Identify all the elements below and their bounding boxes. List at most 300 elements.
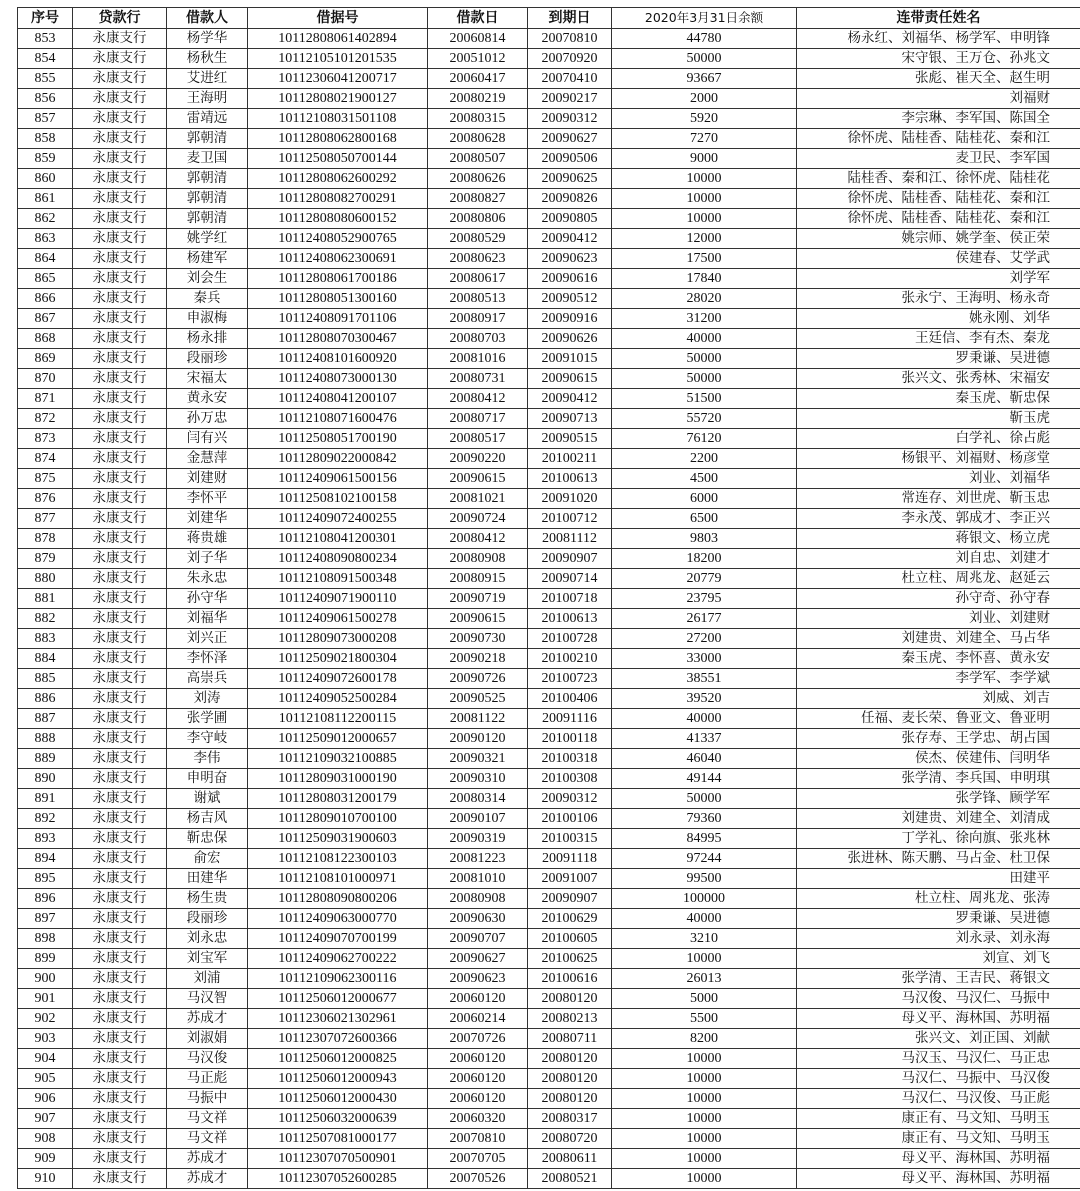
cell-index: 903 [18, 1029, 73, 1049]
cell-guarantors: 张兴文、张秀林、宋福安 [797, 369, 1080, 389]
cell-bank: 永康支行 [73, 509, 167, 529]
cell-balance: 3210 [612, 929, 797, 949]
cell-balance: 50000 [612, 49, 797, 69]
cell-balance: 50000 [612, 789, 797, 809]
cell-receipt-no: 10112408090800234 [248, 549, 428, 569]
cell-guarantors: 杜立柱、周兆龙、张涛 [797, 889, 1080, 909]
cell-index: 902 [18, 1009, 73, 1029]
cell-bank: 永康支行 [73, 829, 167, 849]
cell-guarantors: 张学清、李兵国、申明琪 [797, 769, 1080, 789]
cell-bank: 永康支行 [73, 809, 167, 829]
cell-balance: 9000 [612, 149, 797, 169]
cell-balance: 6500 [612, 509, 797, 529]
cell-due-date: 20100406 [528, 689, 612, 709]
cell-bank: 永康支行 [73, 269, 167, 289]
cell-balance: 2200 [612, 449, 797, 469]
cell-loan-date: 20090615 [428, 469, 528, 489]
cell-borrower: 杨学华 [167, 29, 248, 49]
cell-bank: 永康支行 [73, 69, 167, 89]
table-row [18, 49, 1080, 69]
cell-balance: 5920 [612, 109, 797, 129]
cell-loan-date: 20080731 [428, 369, 528, 389]
cell-index: 869 [18, 349, 73, 369]
cell-borrower: 李怀平 [167, 489, 248, 509]
cell-receipt-no: 10112409072600178 [248, 669, 428, 689]
cell-borrower: 段丽珍 [167, 909, 248, 929]
cell-loan-date: 20090615 [428, 609, 528, 629]
cell-loan-date: 20080314 [428, 789, 528, 809]
cell-bank: 永康支行 [73, 649, 167, 669]
cell-index: 859 [18, 149, 73, 169]
cell-loan-date: 20090627 [428, 949, 528, 969]
cell-loan-date: 20090120 [428, 729, 528, 749]
cell-balance: 100000 [612, 889, 797, 909]
cell-receipt-no: 10112108071600476 [248, 409, 428, 429]
cell-borrower: 苏成才 [167, 1149, 248, 1169]
cell-receipt-no: 10112809031000190 [248, 769, 428, 789]
cell-borrower: 孙守华 [167, 589, 248, 609]
cell-guarantors: 蒋银文、杨立虎 [797, 529, 1080, 549]
cell-borrower: 刘宝军 [167, 949, 248, 969]
cell-balance: 40000 [612, 329, 797, 349]
cell-balance: 55720 [612, 409, 797, 429]
cell-borrower: 黄永安 [167, 389, 248, 409]
cell-balance: 93667 [612, 69, 797, 89]
cell-guarantors: 刘建贵、刘建全、马占华 [797, 629, 1080, 649]
cell-due-date: 20090805 [528, 209, 612, 229]
cell-receipt-no: 10112809022000842 [248, 449, 428, 469]
cell-due-date: 20100616 [528, 969, 612, 989]
cell-due-date: 20090506 [528, 149, 612, 169]
cell-index: 907 [18, 1109, 73, 1129]
cell-receipt-no: 10112108122300103 [248, 849, 428, 869]
table-row [18, 389, 1080, 409]
cell-guarantors: 刘建贵、刘建全、刘清成 [797, 809, 1080, 829]
table-row [18, 549, 1080, 569]
table-row [18, 309, 1080, 329]
cell-due-date: 20080120 [528, 989, 612, 1009]
cell-balance: 10000 [612, 1089, 797, 1109]
cell-due-date: 20090312 [528, 789, 612, 809]
table-row [18, 1029, 1080, 1049]
table-body [18, 29, 1080, 1189]
cell-bank: 永康支行 [73, 849, 167, 869]
cell-bank: 永康支行 [73, 449, 167, 469]
cell-index: 894 [18, 849, 73, 869]
cell-bank: 永康支行 [73, 689, 167, 709]
cell-guarantors: 秦玉虎、靳忠保 [797, 389, 1080, 409]
table-row [18, 229, 1080, 249]
cell-receipt-no: 10112108112200115 [248, 709, 428, 729]
cell-balance: 7270 [612, 129, 797, 149]
cell-loan-date: 20060417 [428, 69, 528, 89]
cell-index: 889 [18, 749, 73, 769]
cell-balance: 8200 [612, 1029, 797, 1049]
cell-borrower: 刘涛 [167, 689, 248, 709]
cell-bank: 永康支行 [73, 869, 167, 889]
cell-index: 879 [18, 549, 73, 569]
cell-loan-date: 20090719 [428, 589, 528, 609]
table-row [18, 189, 1080, 209]
cell-receipt-no: 10112108101000971 [248, 869, 428, 889]
cell-balance: 10000 [612, 1129, 797, 1149]
table-row [18, 1129, 1080, 1149]
table-row [18, 409, 1080, 429]
cell-receipt-no: 10112508050700144 [248, 149, 428, 169]
table-header [18, 8, 1080, 29]
cell-balance: 17840 [612, 269, 797, 289]
cell-balance: 50000 [612, 369, 797, 389]
table-row [18, 429, 1080, 449]
cell-receipt-no: 10112808070300467 [248, 329, 428, 349]
cell-bank: 永康支行 [73, 1049, 167, 1069]
cell-guarantors: 麦卫民、李军国 [797, 149, 1080, 169]
cell-borrower: 杨永排 [167, 329, 248, 349]
cell-guarantors: 刘福财 [797, 89, 1080, 109]
table-row [18, 949, 1080, 969]
cell-bank: 永康支行 [73, 549, 167, 569]
cell-loan-date: 20080827 [428, 189, 528, 209]
cell-balance: 10000 [612, 169, 797, 189]
cell-bank: 永康支行 [73, 489, 167, 509]
cell-guarantors: 马汉仁、马振中、马汉俊 [797, 1069, 1080, 1089]
cell-bank: 永康支行 [73, 109, 167, 129]
cell-borrower: 郭朝清 [167, 189, 248, 209]
header-balance: 2020年3月31日余额 [612, 8, 797, 29]
table-row [18, 29, 1080, 49]
cell-balance: 33000 [612, 649, 797, 669]
cell-balance: 18200 [612, 549, 797, 569]
cell-bank: 永康支行 [73, 749, 167, 769]
cell-receipt-no: 10112109062300116 [248, 969, 428, 989]
table-row [18, 829, 1080, 849]
header-loan-date: 借款日 [428, 8, 528, 29]
cell-balance: 39520 [612, 689, 797, 709]
cell-borrower: 蒋贵雄 [167, 529, 248, 549]
cell-bank: 永康支行 [73, 1009, 167, 1029]
cell-due-date: 20090615 [528, 369, 612, 389]
cell-bank: 永康支行 [73, 289, 167, 309]
cell-guarantors: 徐怀虎、陆桂香、陆桂花、秦和江 [797, 209, 1080, 229]
cell-borrower: 郭朝清 [167, 129, 248, 149]
cell-index: 874 [18, 449, 73, 469]
cell-borrower: 金慧萍 [167, 449, 248, 469]
cell-due-date: 20070410 [528, 69, 612, 89]
cell-index: 883 [18, 629, 73, 649]
cell-index: 901 [18, 989, 73, 1009]
cell-balance: 23795 [612, 589, 797, 609]
cell-due-date: 20100728 [528, 629, 612, 649]
cell-index: 896 [18, 889, 73, 909]
cell-guarantors: 杨永红、刘福华、杨学军、申明锋 [797, 29, 1080, 49]
cell-index: 884 [18, 649, 73, 669]
cell-guarantors: 张学清、王吉民、蒋银文 [797, 969, 1080, 989]
cell-receipt-no: 10112409070700199 [248, 929, 428, 949]
cell-index: 878 [18, 529, 73, 549]
table-row [18, 169, 1080, 189]
table-row [18, 809, 1080, 829]
cell-borrower: 马文祥 [167, 1129, 248, 1149]
cell-bank: 永康支行 [73, 529, 167, 549]
cell-loan-date: 20060814 [428, 29, 528, 49]
cell-loan-date: 20080617 [428, 269, 528, 289]
cell-guarantors: 田建平 [797, 869, 1080, 889]
cell-balance: 41337 [612, 729, 797, 749]
cell-receipt-no: 10112409061500278 [248, 609, 428, 629]
table-row [18, 489, 1080, 509]
cell-loan-date: 20081122 [428, 709, 528, 729]
cell-guarantors: 徐怀虎、陆桂香、陆桂花、秦和江 [797, 189, 1080, 209]
cell-guarantors: 康正有、马文知、马明玉 [797, 1129, 1080, 1149]
table-row [18, 529, 1080, 549]
cell-bank: 永康支行 [73, 1129, 167, 1149]
cell-borrower: 俞宏 [167, 849, 248, 869]
cell-due-date: 20090713 [528, 409, 612, 429]
header-receipt-no: 借据号 [248, 8, 428, 29]
cell-guarantors: 罗秉谦、吴进德 [797, 909, 1080, 929]
cell-due-date: 20091015 [528, 349, 612, 369]
cell-bank: 永康支行 [73, 369, 167, 389]
cell-borrower: 秦兵 [167, 289, 248, 309]
cell-index: 861 [18, 189, 73, 209]
cell-loan-date: 20080626 [428, 169, 528, 189]
cell-balance: 12000 [612, 229, 797, 249]
cell-due-date: 20070920 [528, 49, 612, 69]
cell-bank: 永康支行 [73, 209, 167, 229]
cell-index: 873 [18, 429, 73, 449]
cell-bank: 永康支行 [73, 229, 167, 249]
cell-bank: 永康支行 [73, 89, 167, 109]
cell-receipt-no: 10112506012000430 [248, 1089, 428, 1109]
cell-due-date: 20090627 [528, 129, 612, 149]
cell-bank: 永康支行 [73, 469, 167, 489]
cell-borrower: 谢斌 [167, 789, 248, 809]
cell-guarantors: 刘业、刘建财 [797, 609, 1080, 629]
cell-bank: 永康支行 [73, 129, 167, 149]
cell-balance: 2000 [612, 89, 797, 109]
cell-index: 866 [18, 289, 73, 309]
cell-balance: 10000 [612, 949, 797, 969]
cell-borrower: 马振中 [167, 1089, 248, 1109]
cell-balance: 38551 [612, 669, 797, 689]
cell-bank: 永康支行 [73, 189, 167, 209]
table-row [18, 849, 1080, 869]
cell-bank: 永康支行 [73, 49, 167, 69]
cell-receipt-no: 10112307072600366 [248, 1029, 428, 1049]
cell-due-date: 20100210 [528, 649, 612, 669]
cell-loan-date: 20080517 [428, 429, 528, 449]
cell-bank: 永康支行 [73, 889, 167, 909]
cell-loan-date: 20081223 [428, 849, 528, 869]
cell-receipt-no: 10112408052900765 [248, 229, 428, 249]
cell-receipt-no: 10112509012000657 [248, 729, 428, 749]
cell-bank: 永康支行 [73, 1089, 167, 1109]
cell-loan-date: 20090220 [428, 449, 528, 469]
cell-due-date: 20100118 [528, 729, 612, 749]
cell-loan-date: 20080806 [428, 209, 528, 229]
cell-due-date: 20100629 [528, 909, 612, 929]
cell-loan-date: 20090310 [428, 769, 528, 789]
cell-borrower: 杨建军 [167, 249, 248, 269]
cell-bank: 永康支行 [73, 29, 167, 49]
cell-loan-date: 20090707 [428, 929, 528, 949]
cell-guarantors: 侯建春、艾学武 [797, 249, 1080, 269]
header-guarantors: 连带责任姓名 [797, 8, 1080, 29]
cell-receipt-no: 10112307052600285 [248, 1169, 428, 1189]
cell-due-date: 20090217 [528, 89, 612, 109]
cell-receipt-no: 10112808031200179 [248, 789, 428, 809]
cell-receipt-no: 10112508102100158 [248, 489, 428, 509]
cell-loan-date: 20060120 [428, 1049, 528, 1069]
cell-due-date: 20100723 [528, 669, 612, 689]
header-bank: 贷款行 [73, 8, 167, 29]
cell-bank: 永康支行 [73, 1029, 167, 1049]
cell-index: 906 [18, 1089, 73, 1109]
cell-loan-date: 20051012 [428, 49, 528, 69]
cell-borrower: 朱永忠 [167, 569, 248, 589]
cell-balance: 99500 [612, 869, 797, 889]
cell-loan-date: 20081016 [428, 349, 528, 369]
cell-due-date: 20080120 [528, 1049, 612, 1069]
table-row [18, 1109, 1080, 1129]
cell-receipt-no: 10112108041200301 [248, 529, 428, 549]
cell-loan-date: 20080315 [428, 109, 528, 129]
cell-guarantors: 杜立柱、周兆龙、赵延云 [797, 569, 1080, 589]
table-row [18, 609, 1080, 629]
cell-index: 895 [18, 869, 73, 889]
cell-balance: 20779 [612, 569, 797, 589]
cell-receipt-no: 10112808051300160 [248, 289, 428, 309]
cell-due-date: 20080213 [528, 1009, 612, 1029]
table-row [18, 69, 1080, 89]
cell-balance: 50000 [612, 349, 797, 369]
cell-due-date: 20080317 [528, 1109, 612, 1129]
cell-receipt-no: 10112808061700186 [248, 269, 428, 289]
cell-bank: 永康支行 [73, 609, 167, 629]
cell-receipt-no: 10112409052500284 [248, 689, 428, 709]
cell-loan-date: 20080917 [428, 309, 528, 329]
cell-guarantors: 刘业、刘福华 [797, 469, 1080, 489]
cell-receipt-no: 10112507081000177 [248, 1129, 428, 1149]
cell-loan-date: 20090724 [428, 509, 528, 529]
cell-bank: 永康支行 [73, 349, 167, 369]
cell-index: 900 [18, 969, 73, 989]
cell-balance: 27200 [612, 629, 797, 649]
cell-guarantors: 刘学军 [797, 269, 1080, 289]
cell-balance: 76120 [612, 429, 797, 449]
cell-index: 853 [18, 29, 73, 49]
table-row [18, 269, 1080, 289]
cell-receipt-no: 10112808090800206 [248, 889, 428, 909]
cell-balance: 40000 [612, 709, 797, 729]
cell-bank: 永康支行 [73, 409, 167, 429]
cell-receipt-no: 10112509031900603 [248, 829, 428, 849]
cell-loan-date: 20080412 [428, 529, 528, 549]
cell-guarantors: 姚永刚、刘华 [797, 309, 1080, 329]
cell-bank: 永康支行 [73, 989, 167, 1009]
cell-index: 863 [18, 229, 73, 249]
cell-receipt-no: 10112409063000770 [248, 909, 428, 929]
cell-due-date: 20091020 [528, 489, 612, 509]
cell-loan-date: 20090730 [428, 629, 528, 649]
cell-loan-date: 20070705 [428, 1149, 528, 1169]
cell-bank: 永康支行 [73, 909, 167, 929]
cell-loan-date: 20080703 [428, 329, 528, 349]
table-row [18, 569, 1080, 589]
cell-index: 890 [18, 769, 73, 789]
cell-due-date: 20090412 [528, 229, 612, 249]
header-row [18, 8, 1080, 29]
header-due-date: 到期日 [528, 8, 612, 29]
cell-due-date: 20090512 [528, 289, 612, 309]
cell-index: 862 [18, 209, 73, 229]
cell-index: 882 [18, 609, 73, 629]
cell-loan-date: 20090218 [428, 649, 528, 669]
cell-borrower: 苏成才 [167, 1169, 248, 1189]
cell-loan-date: 20080628 [428, 129, 528, 149]
cell-due-date: 20090626 [528, 329, 612, 349]
cell-bank: 永康支行 [73, 629, 167, 649]
table-row [18, 89, 1080, 109]
table-row [18, 629, 1080, 649]
cell-guarantors: 孙守奇、孙守春 [797, 589, 1080, 609]
cell-balance: 5000 [612, 989, 797, 1009]
cell-index: 886 [18, 689, 73, 709]
cell-borrower: 靳忠保 [167, 829, 248, 849]
table-row [18, 749, 1080, 769]
cell-due-date: 20100718 [528, 589, 612, 609]
cell-due-date: 20100613 [528, 609, 612, 629]
table-row [18, 1069, 1080, 1089]
cell-due-date: 20100211 [528, 449, 612, 469]
table-row [18, 729, 1080, 749]
cell-balance: 4500 [612, 469, 797, 489]
cell-loan-date: 20090525 [428, 689, 528, 709]
cell-index: 910 [18, 1169, 73, 1189]
cell-receipt-no: 10112409072400255 [248, 509, 428, 529]
cell-guarantors: 靳玉虎 [797, 409, 1080, 429]
cell-receipt-no: 10112409062700222 [248, 949, 428, 969]
loan-guarantor-table [17, 7, 1080, 1189]
cell-due-date: 20090907 [528, 549, 612, 569]
cell-guarantors: 任福、麦长荣、鲁亚文、鲁亚明 [797, 709, 1080, 729]
cell-index: 880 [18, 569, 73, 589]
cell-borrower: 孙万忠 [167, 409, 248, 429]
cell-guarantors: 康正有、马文知、马明玉 [797, 1109, 1080, 1129]
cell-receipt-no: 10112408101600920 [248, 349, 428, 369]
cell-receipt-no: 10112808021900127 [248, 89, 428, 109]
cell-bank: 永康支行 [73, 669, 167, 689]
cell-index: 893 [18, 829, 73, 849]
cell-due-date: 20080711 [528, 1029, 612, 1049]
table-row [18, 709, 1080, 729]
cell-borrower: 高崇兵 [167, 669, 248, 689]
cell-index: 856 [18, 89, 73, 109]
cell-guarantors: 秦玉虎、李怀喜、黄永安 [797, 649, 1080, 669]
cell-due-date: 20090714 [528, 569, 612, 589]
cell-due-date: 20100605 [528, 929, 612, 949]
cell-balance: 10000 [612, 189, 797, 209]
cell-index: 871 [18, 389, 73, 409]
cell-borrower: 杨吉风 [167, 809, 248, 829]
cell-index: 870 [18, 369, 73, 389]
cell-receipt-no: 10112506012000825 [248, 1049, 428, 1069]
table-row [18, 869, 1080, 889]
cell-balance: 26177 [612, 609, 797, 629]
cell-receipt-no: 10112506012000943 [248, 1069, 428, 1089]
cell-bank: 永康支行 [73, 429, 167, 449]
cell-borrower: 刘建财 [167, 469, 248, 489]
